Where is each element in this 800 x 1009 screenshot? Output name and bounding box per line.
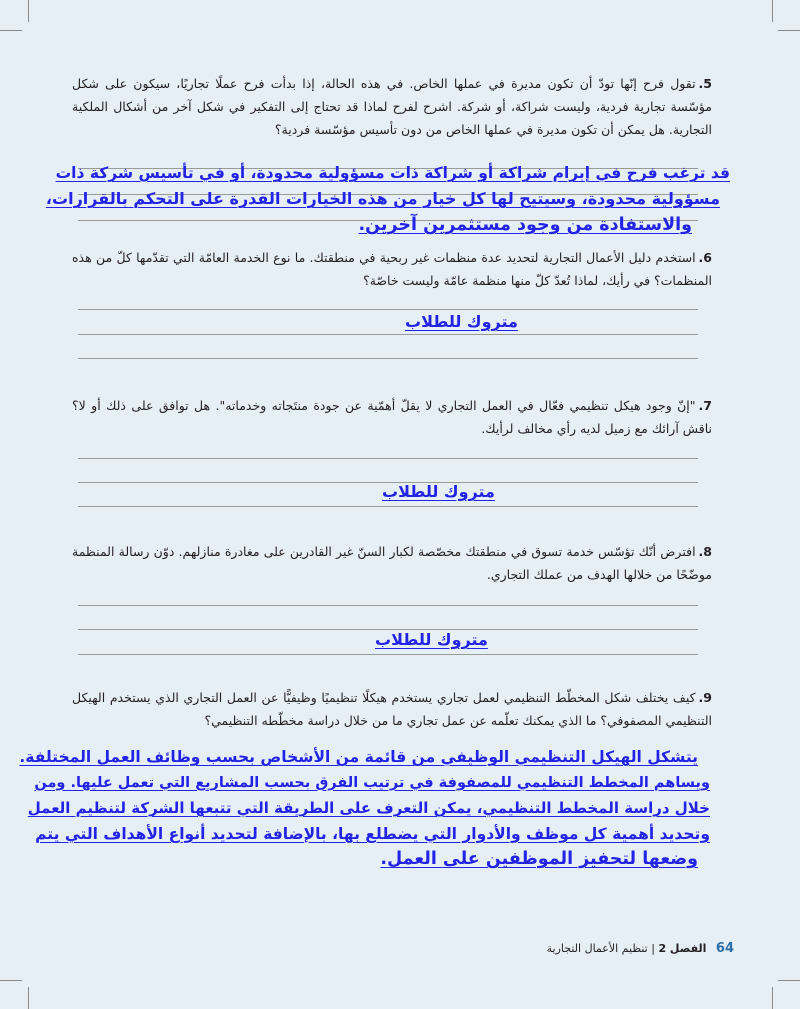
answer-line-text: يتشكل الهيكل التنظيمي الوظيفي من قائمة من الأشخاص بحسب وظائف العمل المختلفة.: [19, 748, 698, 766]
question-text: تقول فرح إنّها تودّ أن تكون مديرة في عملها الخاص. في هذه الحالة، إذا بدأت فرح عملًا تجاريًا، سيكون على شكل مؤسّسة تجارية فردية، وليست شراكة، أو شركة. اشرح لفرح لماذا قد تحتاج إلى التفكير في شكل آخر من أشكال الملكية التجارية. هل يمكن أن تكون مديرة في عملها الخاص من دون تأسيس مؤسّسة فردية؟: [72, 76, 712, 137]
placeholder-q7: متروك للطلاب: [382, 482, 495, 501]
question-6: [72, 246, 712, 292]
answer-line-text: مسؤولية محدودة، وسيتيح لها كل خيار من هذه الخيارات القدرة على التحكم بالقرارات،: [45, 189, 720, 208]
question-number: 8.: [698, 544, 712, 559]
crop-mark: [0, 30, 22, 31]
crop-mark: [772, 987, 773, 1009]
placeholder-q6: متروك للطلاب: [405, 312, 518, 331]
answer-line-text: وضعها لتحفيز الموظفين على العمل.: [380, 849, 698, 869]
crop-mark: [778, 980, 800, 981]
answer-line-text: ويساهم المخطط التنظيمي للمصفوفة في ترتيب الفرق بحسب المشاريع التي تعمل عليها. ومن: [34, 774, 710, 791]
question-5: [72, 72, 712, 141]
answer-line-text: والاستفادة من وجود مستثمرين آخرين.: [358, 215, 692, 235]
question-text: افترض أنّك تؤسّس خدمة تسوق في منطقتك مخصّصة لكبار السنّ غير القادرين على مغادرة منازلهم. دوّن رسالة المنظمة موضّحًا من خلالها الهدف من عملك التجاري.: [72, 544, 712, 582]
answer-line-text: خلال دراسة المخطط التنظيمي، يمكن التعرف على الطريقة التي تتبعها الشركة لتنظيم العمل: [27, 799, 710, 817]
crop-mark: [28, 987, 29, 1009]
question-9: [72, 686, 712, 732]
question-number: 5.: [698, 76, 712, 91]
crop-mark: [0, 980, 22, 981]
answer-line: [78, 654, 698, 655]
chapter-label: الفصل 2: [658, 942, 707, 955]
question-7: [72, 394, 712, 440]
answer-q9: [19, 745, 710, 873]
question-number: 9.: [698, 690, 712, 705]
chapter-title: تنظيم الأعمال التجارية: [546, 942, 648, 955]
answer-line-text: وتحديد أهمية كل موظف والأدوار التي يضطلع بها، بالإضافة لتحديد أنواع الأهداف التي يتم: [35, 824, 710, 843]
question-text: "إنّ وجود هيكل تنظيمي فعّال في العمل التجاري لا يقلّ أهمّية عن جودة منتَجاته وخدماته". هل توافق على ذلك أو لا؟ ناقش آرائك مع زميل لديه رأي مخالف لرأيك.: [72, 398, 712, 436]
question-number: 6.: [698, 250, 712, 265]
page-footer: [547, 941, 734, 956]
page-number: 64: [715, 941, 734, 956]
answer-q5: [45, 160, 730, 238]
answer-line: [78, 605, 698, 606]
answer-line: [78, 334, 698, 335]
question-text: استخدم دليل الأعمال التجارية لتحديد عدة منظمات غير ربحية في منطقتك. ما نوع الخدمة العامّة التي تقدّمها كلّ من هذه المنظمات؟ في رأيك، لماذا تُعدّ كلّ منها منظمة عامّة وليست خاصّة؟: [72, 250, 712, 288]
placeholder-q8: متروك للطلاب: [375, 630, 488, 649]
answer-line: [78, 458, 698, 459]
answer-line: [78, 506, 698, 507]
crop-mark: [778, 30, 800, 31]
question-text: كيف يختلف شكل المخطّط التنظيمي لعمل تجاري يستخدم هيكلًا تنظيميًا وظيفيًّا عن العمل التجاري الذي يستخدم الهيكل التنظيمي المصفوفي؟ ما الذي يمكنك تعلّمه عن عمل تجاري ما من خلال دراسة مخطّطه التنظيمي؟: [72, 690, 712, 728]
footer-separator: |: [647, 942, 655, 955]
answer-line: [78, 309, 698, 310]
crop-mark: [28, 0, 29, 22]
question-8: [72, 540, 712, 586]
answer-line-text: قد ترغب فرح في إبرام شراكة أو شراكة ذات مسؤولية محدودة، أو في تأسيس شركة ذات: [55, 164, 730, 182]
answer-line: [78, 358, 698, 359]
crop-mark: [772, 0, 773, 22]
question-number: 7.: [698, 398, 712, 413]
